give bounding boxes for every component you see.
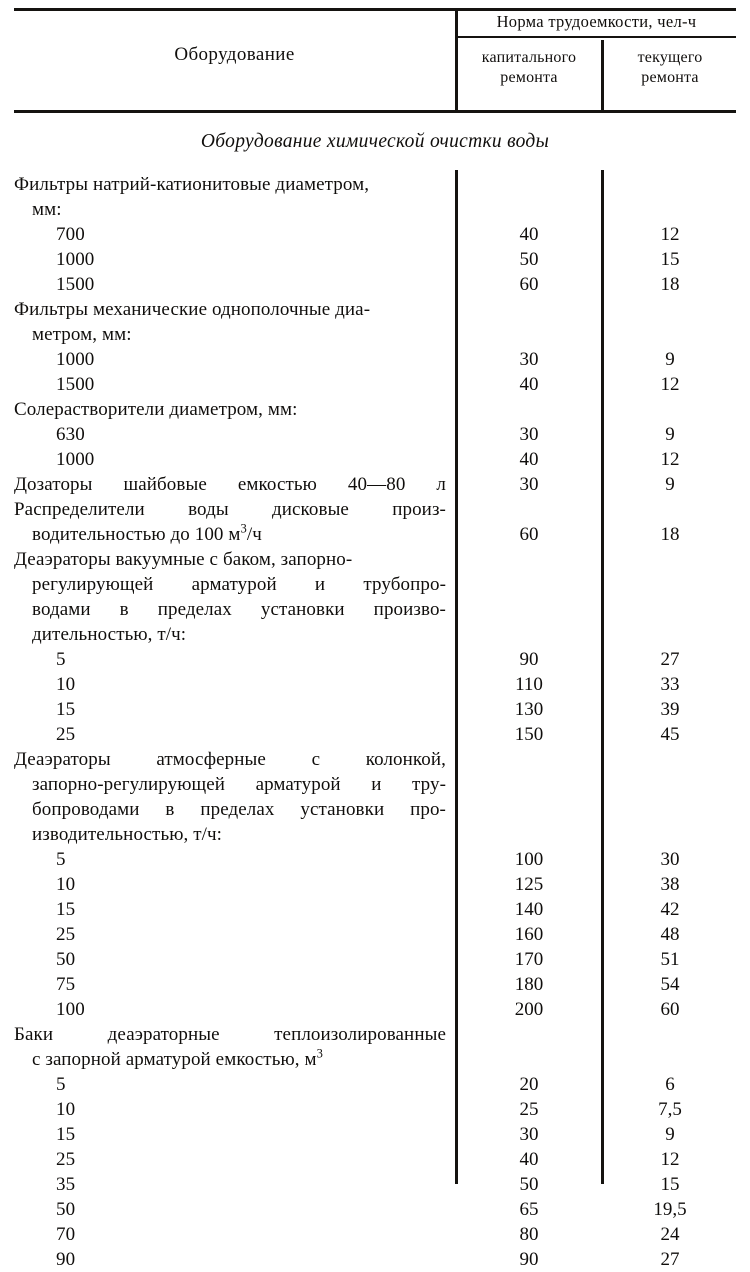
table-row: [0, 1047, 750, 1072]
cell-capital-repair: 140: [514, 899, 544, 920]
cell-current-repair: 30: [660, 849, 680, 870]
cell-current-repair: 9: [665, 349, 675, 370]
column-header-capital-repair: [457, 48, 601, 88]
cell-capital-repair: 40: [519, 224, 539, 245]
table-row: [0, 247, 750, 272]
cell-capital-repair: 180: [514, 974, 544, 995]
table-row: [0, 1197, 750, 1222]
table-row: [0, 672, 750, 697]
row-label: Солерастворители диаметром, мм:: [14, 399, 298, 420]
row-label: Деаэраторы атмосферные с колонкой,: [14, 749, 446, 770]
row-label: 50: [56, 1199, 76, 1220]
row-label: 700: [56, 224, 85, 245]
row-label: 35: [56, 1174, 76, 1195]
table-row: [0, 947, 750, 972]
cell-current-repair: 15: [660, 249, 680, 270]
row-label: мм:: [32, 199, 62, 220]
row-label: 1000: [56, 349, 95, 370]
row-label: 15: [56, 699, 76, 720]
column-header-current-repair-line2: ремонта: [641, 69, 699, 86]
cell-current-repair: 39: [660, 699, 680, 720]
table-row: [0, 622, 750, 647]
cell-current-repair: 12: [660, 449, 680, 470]
table-row: [0, 572, 750, 597]
row-label: регулирующей арматурой и трубопро-: [32, 574, 446, 595]
table-row: [0, 797, 750, 822]
cell-current-repair: 42: [660, 899, 680, 920]
table-row: [0, 172, 750, 197]
cell-current-repair: 12: [660, 374, 680, 395]
cell-current-repair: 7,5: [658, 1099, 682, 1120]
cell-capital-repair: 30: [519, 1124, 539, 1145]
cell-capital-repair: 40: [519, 374, 539, 395]
row-label: 25: [56, 924, 76, 945]
cell-current-repair: 54: [660, 974, 680, 995]
cell-capital-repair: 30: [519, 474, 539, 495]
cell-current-repair: 18: [660, 524, 680, 545]
cell-current-repair: 18: [660, 274, 680, 295]
table-row: [0, 472, 750, 497]
cell-capital-repair: 50: [519, 249, 539, 270]
table-row: [0, 1097, 750, 1122]
table-row: [0, 647, 750, 672]
cell-current-repair: 45: [660, 724, 680, 745]
row-label: Деаэраторы вакуумные с баком, запорно-: [14, 549, 353, 570]
table-row: [0, 722, 750, 747]
table-row: [0, 422, 750, 447]
row-label: водами в пределах установки произво-: [32, 599, 446, 620]
table-row: [0, 872, 750, 897]
row-label: метром, мм:: [32, 324, 132, 345]
row-label: 50: [56, 949, 76, 970]
table-row: [0, 697, 750, 722]
cell-current-repair: 27: [660, 1249, 680, 1270]
table-row: [0, 972, 750, 997]
cell-capital-repair: 60: [519, 524, 539, 545]
table-row: [0, 547, 750, 572]
cell-current-repair: 6: [665, 1074, 675, 1095]
row-label: 75: [56, 974, 76, 995]
cell-current-repair: 9: [665, 424, 675, 445]
cell-capital-repair: 30: [519, 424, 539, 445]
table-row: [0, 447, 750, 472]
cell-current-repair: 12: [660, 224, 680, 245]
cell-capital-repair: 60: [519, 274, 539, 295]
cell-current-repair: 15: [660, 1174, 680, 1195]
row-label: Распределители воды дисковые произ-: [14, 499, 446, 520]
row-label: водительностью до 100 $м^3/ч$: [32, 521, 262, 545]
table-row: [0, 897, 750, 922]
cell-capital-repair: 40: [519, 449, 539, 470]
table-row: [0, 847, 750, 872]
cell-current-repair: 9: [665, 474, 675, 495]
row-label: 15: [56, 899, 76, 920]
header-bottom-rule: [14, 110, 736, 113]
row-label: 5: [56, 649, 66, 670]
norm-header-underline: [457, 36, 736, 38]
cell-capital-repair: 50: [519, 1174, 539, 1195]
cell-current-repair: 48: [660, 924, 680, 945]
cell-capital-repair: 110: [515, 674, 543, 695]
table-row: [0, 322, 750, 347]
cell-current-repair: 12: [660, 1149, 680, 1170]
cell-capital-repair: 90: [519, 649, 539, 670]
table-row: [0, 297, 750, 322]
row-label: 15: [56, 1124, 76, 1145]
row-label: 90: [56, 1249, 76, 1270]
cell-capital-repair: 30: [519, 349, 539, 370]
column-header-current-repair-line1: текущего: [637, 49, 703, 66]
cell-capital-repair: 65: [519, 1199, 539, 1220]
row-label: с запорной арматурой емкостью, $м^3$: [32, 1046, 323, 1070]
cell-current-repair: 33: [660, 674, 680, 695]
table-row: [0, 1072, 750, 1097]
cell-capital-repair: 25: [519, 1099, 539, 1120]
row-label: 5: [56, 849, 66, 870]
row-label: 70: [56, 1224, 76, 1245]
row-label: запорно-регулирующей арматурой и тру-: [32, 774, 446, 795]
table-row: [0, 597, 750, 622]
table-row: [0, 1122, 750, 1147]
row-label: дительностью, т/ч:: [32, 624, 187, 645]
column-header-capital-repair-line1: капитального: [481, 49, 577, 66]
table-row: [0, 497, 750, 522]
table-row: [0, 372, 750, 397]
cell-capital-repair: 40: [519, 1149, 539, 1170]
table-row: [0, 822, 750, 847]
table-body: [0, 172, 750, 1272]
table-row: [0, 997, 750, 1022]
column-header-current-repair: [604, 48, 736, 88]
row-label: 25: [56, 724, 76, 745]
row-label: Дозаторы шайбовые емкостью 40—80 л: [14, 474, 446, 495]
cell-capital-repair: 160: [514, 924, 544, 945]
row-label: Фильтры механические однополочные диа-: [14, 299, 371, 320]
row-label: 1000: [56, 449, 95, 470]
table-row: [0, 347, 750, 372]
cell-capital-repair: 170: [514, 949, 544, 970]
row-label: 10: [56, 674, 76, 695]
row-label: изводительностью, т/ч:: [32, 824, 223, 845]
row-label: 5: [56, 1074, 66, 1095]
row-label: бопроводами в пределах установки про-: [32, 799, 446, 820]
row-label: 1500: [56, 274, 95, 295]
section-caption: Оборудование химической очистки воды: [200, 131, 550, 152]
table-row: [0, 272, 750, 297]
table-row: [0, 222, 750, 247]
cell-current-repair: 19,5: [653, 1199, 687, 1220]
table-row: [0, 197, 750, 222]
cell-current-repair: 9: [665, 1124, 675, 1145]
row-label: 1500: [56, 374, 95, 395]
row-label: 10: [56, 1099, 76, 1120]
cell-capital-repair: 125: [514, 874, 544, 895]
table-row: [0, 1247, 750, 1272]
cell-capital-repair: 20: [519, 1074, 539, 1095]
row-label: 1000: [56, 249, 95, 270]
row-label: 100: [56, 999, 85, 1020]
cell-capital-repair: 150: [514, 724, 544, 745]
table-row: [0, 1172, 750, 1197]
column-header-norm: Норма трудоемкости, чел-ч: [496, 12, 697, 31]
table-row: [0, 922, 750, 947]
cell-current-repair: 51: [660, 949, 680, 970]
cell-capital-repair: 200: [514, 999, 544, 1020]
column-header-equipment: Оборудование: [174, 44, 295, 65]
cell-capital-repair: 90: [519, 1249, 539, 1270]
table-row: [0, 397, 750, 422]
cell-capital-repair: 80: [519, 1224, 539, 1245]
table-row: [0, 1222, 750, 1247]
table-row: [0, 772, 750, 797]
row-label: Фильтры натрий-катионитовые диаметром,: [14, 174, 370, 195]
row-label: 10: [56, 874, 76, 895]
row-label: Баки деаэраторные теплоизолированные: [14, 1024, 446, 1045]
table-top-rule: [14, 8, 736, 11]
cell-current-repair: 27: [660, 649, 680, 670]
cell-capital-repair: 130: [514, 699, 544, 720]
row-label: 630: [56, 424, 85, 445]
table-row: [0, 522, 750, 547]
table-row: [0, 1022, 750, 1047]
table-row: [0, 747, 750, 772]
column-header-capital-repair-line2: ремонта: [500, 69, 558, 86]
row-label: 25: [56, 1149, 76, 1170]
cell-capital-repair: 100: [514, 849, 544, 870]
cell-current-repair: 38: [660, 874, 680, 895]
cell-current-repair: 60: [660, 999, 680, 1020]
cell-current-repair: 24: [660, 1224, 680, 1245]
table-row: [0, 1147, 750, 1172]
